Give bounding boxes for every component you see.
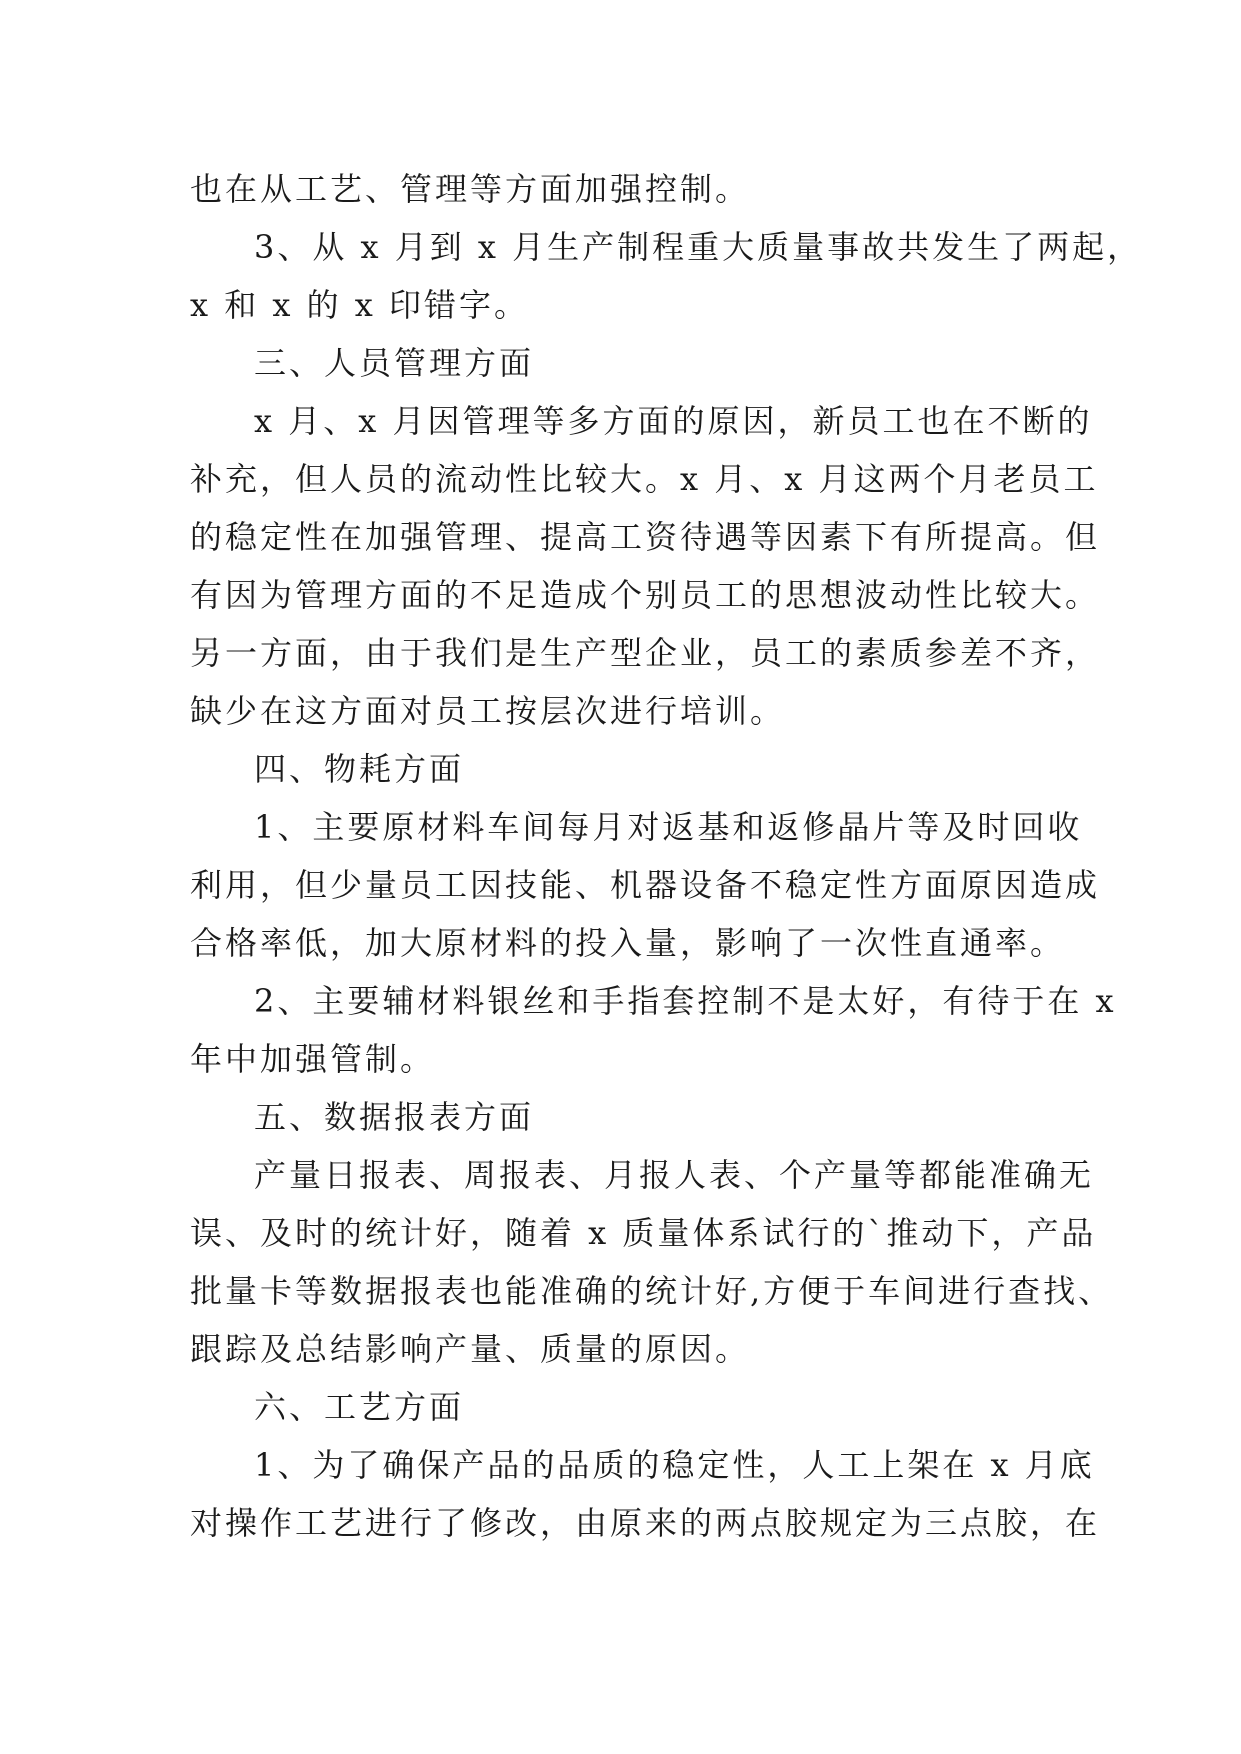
text-line: 3、从 x 月到 x 月生产制程重大质量事故共发生了两起， [254,228,1143,266]
text-line: 缺少在这方面对员工按层次进行培训。 [190,692,786,730]
text-line: 1、主要原材料车间每月对返基和返修晶片等及时回收 [254,808,1083,846]
text-line: 产量日报表、周报表、月报人表、个产量等都能准确无 [254,1156,1095,1194]
text-line: 2、主要辅材料银丝和手指套控制不是太好，有待于在 x [254,982,1117,1020]
text-line: 1、为了确保产品的品质的稳定性，人工上架在 x 月底 [254,1446,1095,1484]
section-heading: 三、人员管理方面 [254,344,535,382]
text-line: x 和 x 的 x 印错字。 [190,286,530,324]
text-line: 的稳定性在加强管理、提高工资待遇等因素下有所提高。但 [190,518,1101,556]
text-line: 年中加强管制。 [190,1040,436,1078]
text-line: 另一方面，由于我们是生产型企业，员工的素质参差不齐， [190,634,1101,672]
text-line: 误、及时的统计好，随着 x 质量体系试行的`推动下，产品 [190,1214,1097,1252]
text-line: 有因为管理方面的不足造成个别员工的思想波动性比较大。 [190,576,1101,614]
text-line: 批量卡等数据报表也能准确的统计好,方便于车间进行查找、 [190,1272,1114,1310]
text-line: x 月、x 月因管理等多方面的原因，新员工也在不断的 [254,402,1093,440]
text-line: 跟踪及总结影响产量、质量的原因。 [190,1330,751,1368]
text-line: 补充，但人员的流动性比较大。x 月、x 月这两个月老员工 [190,460,1099,498]
section-heading: 四、物耗方面 [254,750,465,788]
text-line: 利用，但少量员工因技能、机器设备不稳定性方面原因造成 [190,866,1101,904]
text-line: 对操作工艺进行了修改，由原来的两点胶规定为三点胶，在 [190,1504,1101,1542]
text-line: 合格率低，加大原材料的投入量，影响了一次性直通率。 [190,924,1066,962]
section-heading: 六、工艺方面 [254,1388,465,1426]
document-page [190,160,1143,1552]
section-heading: 五、数据报表方面 [254,1098,535,1136]
text-line: 也在从工艺、管理等方面加强控制。 [190,170,751,208]
